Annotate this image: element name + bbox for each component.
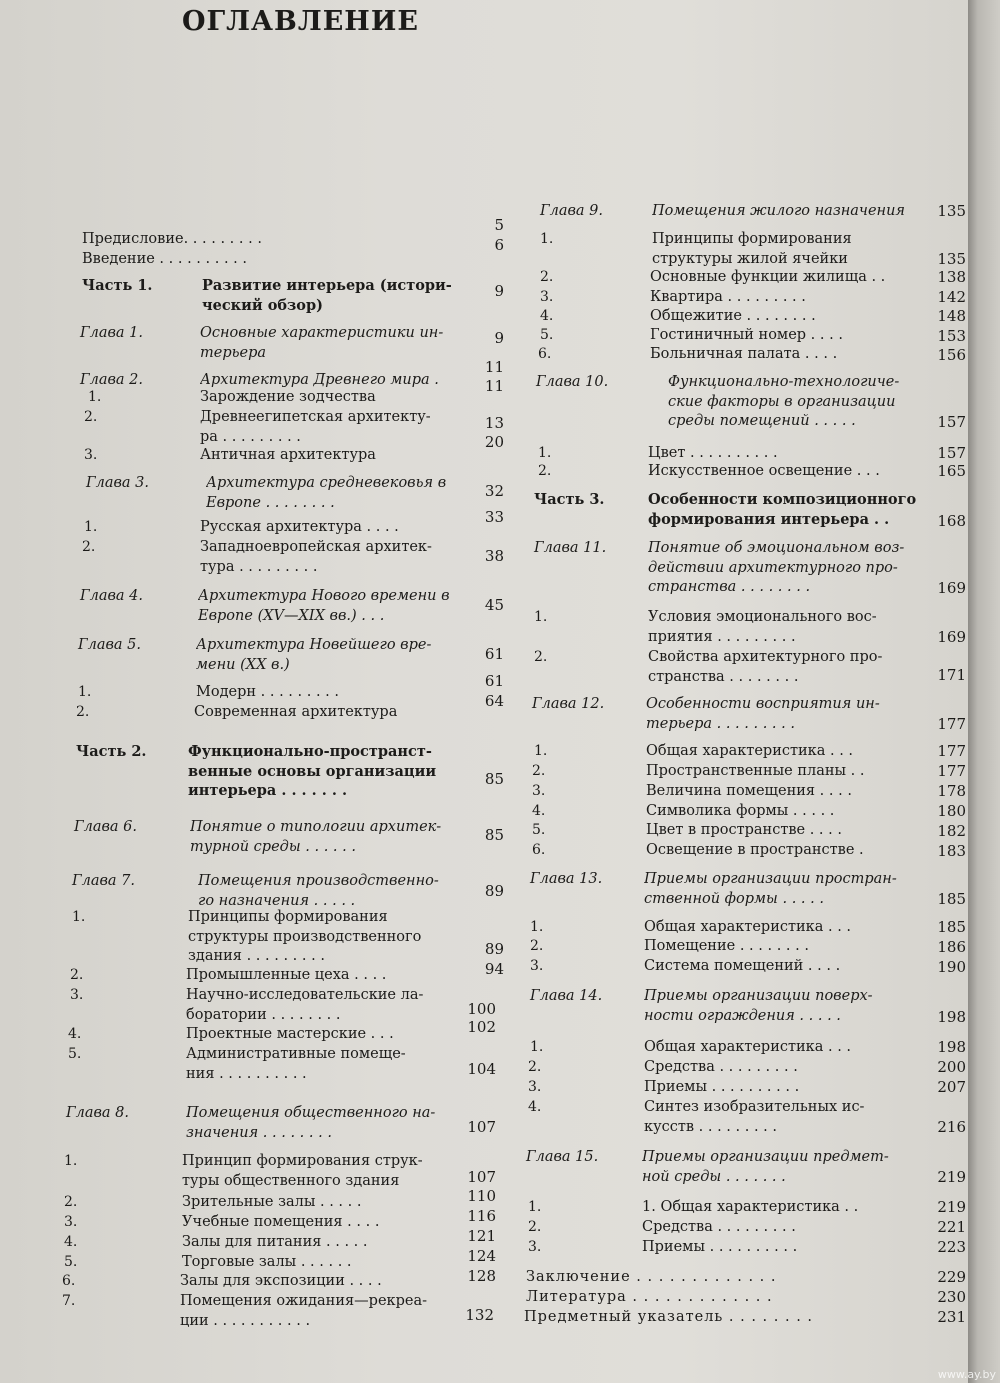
toc-entry-title: терьера <box>200 344 267 361</box>
toc-entry-page: 85 <box>484 770 504 788</box>
toc-entry-number: 5. <box>532 822 546 838</box>
toc-entry-title: Литература . . . . . . . . . . . . . <box>526 1289 773 1305</box>
toc-entry-title: Помещения жилого назначения <box>652 203 906 219</box>
toc-entry-number: 1. <box>540 231 554 247</box>
toc-entry-title: кусств . . . . . . . . . <box>644 1118 777 1135</box>
toc-entry-title: Больничная палата . . . . <box>650 346 838 362</box>
toc-entry-number: 6. <box>62 1273 76 1289</box>
toc-entry-title: Символика формы . . . . . <box>646 803 835 819</box>
toc-entry-page: 180 <box>937 802 966 820</box>
toc-entry-number: 2. <box>76 704 90 720</box>
toc-entry-title: Помещения производственно- <box>198 873 439 889</box>
toc-entry-number: 1. <box>528 1199 542 1215</box>
toc-entry-title: 1. Общая характеристика . . <box>642 1199 859 1215</box>
toc-entry-number: Часть 2. <box>76 743 147 760</box>
toc-entry-title: ции . . . . . . . . . . . <box>180 1312 311 1329</box>
toc-entry-number: 1. <box>534 743 548 759</box>
toc-entry-number: Глава 8. <box>66 1105 130 1121</box>
toc-entry-page: 177 <box>937 762 966 780</box>
toc-entry-page: 223 <box>937 1238 966 1256</box>
toc-entry-page: 102 <box>467 1018 496 1036</box>
toc-entry-number: 4. <box>528 1099 542 1115</box>
toc-entry-title: Помещения общественного на- <box>186 1105 436 1121</box>
toc-entry-page: 230 <box>937 1288 966 1306</box>
toc-entry-page: 85 <box>484 826 504 844</box>
toc-entry-title: Залы для экспозиции . . . . <box>180 1273 382 1289</box>
toc-entry-page: 229 <box>937 1268 966 1286</box>
toc-entry-title: структуры производственного <box>188 928 422 945</box>
toc-entry-page: 156 <box>937 346 966 364</box>
toc-entry-number: Глава 11. <box>534 540 607 556</box>
toc-entry-title: Средства . . . . . . . . . <box>642 1219 796 1235</box>
toc-entry-page: 121 <box>467 1227 496 1245</box>
toc-entry-page: 168 <box>937 512 966 530</box>
toc-entry-title: Приемы . . . . . . . . . . <box>644 1079 800 1095</box>
toc-entry-title: ра . . . . . . . . . <box>200 428 301 445</box>
toc-entry-number: 3. <box>540 289 554 305</box>
toc-entry-number: 1. <box>534 609 548 625</box>
toc-entry-title: ческий обзор) <box>202 296 323 314</box>
toc-entry-title: венные основы организации <box>188 762 437 780</box>
toc-entry-page: 100 <box>467 1000 496 1018</box>
toc-entry-page: 165 <box>937 462 966 480</box>
toc-entry-page: 11 <box>484 358 504 376</box>
toc-entry-number: 1. <box>530 919 544 935</box>
toc-entry-page: 110 <box>467 1187 496 1205</box>
toc-entry-title: Принципы формирования <box>188 909 388 925</box>
toc-entry-number: 1. <box>538 445 552 461</box>
toc-entry-page: 182 <box>937 822 966 840</box>
toc-entry-page: 107 <box>467 1118 496 1136</box>
toc-entry-page: 138 <box>937 268 966 286</box>
toc-entry-page: 198 <box>937 1038 966 1056</box>
toc-entry-title: Приемы организации предмет- <box>642 1149 889 1165</box>
toc-entry-page: 107 <box>467 1168 496 1186</box>
toc-entry-page: 157 <box>937 413 966 431</box>
toc-entry-title: Европе . . . . . . . . <box>206 494 335 511</box>
toc-entry-page: 200 <box>937 1058 966 1076</box>
toc-entry-number: 5. <box>540 327 554 343</box>
toc-entry-title: Система помещений . . . . <box>644 958 841 974</box>
toc-entry-title: туры общественного здания <box>182 1172 400 1189</box>
toc-entry-title: Величина помещения . . . . <box>646 783 852 799</box>
toc-entry-title: Освещение в пространстве . <box>646 842 864 858</box>
toc-entry-number: 6. <box>532 842 546 858</box>
toc-entry-number: Глава 13. <box>530 871 603 887</box>
toc-entry-title: Современная архитектура <box>194 704 398 720</box>
toc-entry-page: 6 <box>494 236 504 254</box>
toc-entry-page: 177 <box>937 715 966 733</box>
toc-entry-page: 185 <box>937 918 966 936</box>
toc-entry-number: Глава 12. <box>532 696 605 712</box>
toc-entry-title: Помещения ожидания—рекреа- <box>180 1293 427 1309</box>
toc-entry-title: Принцип формирования струк- <box>182 1153 423 1169</box>
toc-entry-title: Помещение . . . . . . . . <box>644 938 809 954</box>
toc-entry-title: Общая характеристика . . . <box>644 1039 852 1055</box>
toc-entry-number: 3. <box>84 447 98 463</box>
toc-entry-title: Учебные помещения . . . . <box>182 1214 380 1230</box>
toc-entry-number: 2. <box>538 463 552 479</box>
toc-entry-number: 1. <box>530 1039 544 1055</box>
toc-entry-title: Научно-исследовательские ла- <box>186 987 424 1003</box>
toc-entry-title: структуры жилой ячейки <box>652 250 848 267</box>
toc-entry-number: 2. <box>84 409 98 425</box>
toc-entry-number: 2. <box>540 269 554 285</box>
toc-entry-title: Европе (XV—XIX вв.) . . . <box>198 607 385 624</box>
toc-entry-title: Зрительные залы . . . . . <box>182 1194 362 1210</box>
toc-entry-number: Часть 3. <box>534 491 605 508</box>
toc-entry-page: 142 <box>937 288 966 306</box>
toc-entry-title: действии архитектурного про- <box>648 559 898 576</box>
toc-entry-page: 157 <box>937 444 966 462</box>
toc-entry-number: 5. <box>68 1046 82 1062</box>
toc-entry-number: 1. <box>64 1153 78 1169</box>
toc-entry-number: 3. <box>64 1214 78 1230</box>
toc-entry-number: 2. <box>64 1194 78 1210</box>
toc-entry-page: 219 <box>937 1168 966 1186</box>
toc-entry-page: 38 <box>484 547 504 565</box>
toc-entry-title: Древнеегипетская архитекту- <box>200 409 431 425</box>
toc-entry-title: Промышленные цеха . . . . <box>186 967 387 983</box>
toc-entry-number: 4. <box>532 803 546 819</box>
toc-entry-page: 116 <box>467 1207 496 1225</box>
toc-entry-title: Архитектура Нового времени в <box>198 588 450 604</box>
toc-entry-title: го назначения . . . . . <box>198 892 356 909</box>
toc-entry-page: 231 <box>937 1308 966 1326</box>
toc-entry-title: тура . . . . . . . . . <box>200 558 318 575</box>
toc-entry-number: 2. <box>528 1059 542 1075</box>
toc-entry-page: 13 <box>484 414 504 432</box>
toc-entry-page: 61 <box>484 672 504 690</box>
toc-entry-page: 33 <box>484 508 504 526</box>
toc-entry-page: 124 <box>467 1247 496 1265</box>
toc-entry-page: 132 <box>465 1306 494 1324</box>
toc-entry-page: 216 <box>937 1118 966 1136</box>
toc-entry-page: 104 <box>467 1060 496 1078</box>
toc-entry-number: 3. <box>528 1079 542 1095</box>
toc-entry-page: 89 <box>484 940 504 958</box>
toc-entry-title: Синтез изобразительных ис- <box>644 1099 865 1115</box>
toc-entry-title: мени (XX в.) <box>196 656 290 673</box>
toc-entry-page: 178 <box>937 782 966 800</box>
toc-entry-title: Приемы организации простран- <box>644 871 897 887</box>
toc-entry-title: Античная архитектура <box>200 447 376 463</box>
toc-entry-number: 1. <box>78 684 92 700</box>
toc-entry-title: Архитектура Новейшего вре- <box>196 637 432 653</box>
toc-entry-title: интерьера . . . . . . . <box>188 782 347 799</box>
toc-entry-title: Общая характеристика . . . <box>644 919 852 935</box>
toc-entry-title: Архитектура средневековья в <box>206 475 447 491</box>
toc-entry-title: Понятие об эмоциональном воз- <box>648 540 905 556</box>
toc-entry-page: 128 <box>467 1267 496 1285</box>
toc-entry-number: Глава 2. <box>80 372 144 388</box>
toc-entry-number: Глава 15. <box>526 1149 599 1165</box>
toc-entry-title: Условия эмоционального вос- <box>648 609 877 625</box>
toc-entry-title: среды помещений . . . . . <box>668 413 856 429</box>
toc-entry-page: 198 <box>937 1008 966 1026</box>
toc-entry-title: Общая характеристика . . . <box>646 743 854 759</box>
toc-entry-title: Квартира . . . . . . . . . <box>650 289 806 305</box>
toc-entry-number: 2. <box>70 967 84 983</box>
toc-entry-number: 2. <box>534 649 548 665</box>
toc-entry-number: 4. <box>68 1026 82 1042</box>
toc-entry-number: Глава 1. <box>80 325 144 341</box>
toc-entry-title: Особенности композиционного <box>648 491 917 508</box>
toc-entry-number: Глава 14. <box>530 988 603 1004</box>
toc-entry-number: 7. <box>62 1293 76 1309</box>
toc-entry-title: Русская архитектура . . . . <box>200 519 399 535</box>
toc-entry-title: Приемы организации поверх- <box>644 988 873 1004</box>
toc-entry-number: 2. <box>528 1219 542 1235</box>
toc-entry-page: 171 <box>937 666 966 684</box>
toc-entry-title: формирования интерьера . . <box>648 510 890 528</box>
toc-entry-number: 6. <box>538 346 552 362</box>
toc-entry-number: Глава 3. <box>86 475 150 491</box>
toc-entry-title: Функционально-пространст- <box>188 743 432 760</box>
toc-entry-title: ские факторы в организации <box>668 393 896 410</box>
toc-entry-page: 45 <box>484 596 504 614</box>
toc-entry-title: значения . . . . . . . . <box>186 1124 332 1141</box>
toc-entry-title: ния . . . . . . . . . . <box>186 1065 307 1082</box>
page-edge <box>968 0 1000 1383</box>
toc-entry-title: Административные помеще- <box>186 1046 406 1062</box>
toc-entry-page: 186 <box>937 938 966 956</box>
toc-entry-title: Архитектура Древнего мира . <box>200 372 439 388</box>
toc-entry-page: 221 <box>937 1218 966 1236</box>
toc-entry-page: 219 <box>937 1198 966 1216</box>
toc-entry-page: 135 <box>937 202 966 220</box>
toc-entry-title: Особенности восприятия ин- <box>646 696 880 712</box>
toc-entry-number: 2. <box>530 938 544 954</box>
toc-entry-page: 11 <box>484 377 504 395</box>
toc-entry-page: 169 <box>937 628 966 646</box>
toc-entry-title: Функционально-технологиче- <box>668 374 900 390</box>
toc-entry-number: Часть 1. <box>82 277 153 294</box>
toc-entry-number: 1. <box>88 389 102 405</box>
toc-entry-page: 183 <box>937 842 966 860</box>
toc-entry-number: Глава 7. <box>72 873 136 889</box>
toc-entry-number: 4. <box>64 1234 78 1250</box>
toc-entry-page: 9 <box>494 329 504 347</box>
toc-entry-title: Средства . . . . . . . . . <box>644 1059 798 1075</box>
toc-entry-title: Гостиничный номер . . . . <box>650 327 843 343</box>
toc-entry-title: Основные функции жилища . . <box>650 269 886 285</box>
toc-entry-number: 5. <box>64 1254 78 1270</box>
toc-entry-title: ной среды . . . . . . . <box>642 1168 786 1185</box>
toc-entry-number: Глава 5. <box>78 637 142 653</box>
toc-entry-title: Искусственное освещение . . . <box>648 463 880 479</box>
toc-entry-page: 148 <box>937 307 966 325</box>
toc-entry-number: Глава 10. <box>536 374 609 390</box>
toc-entry-title: Залы для питания . . . . . <box>182 1234 368 1250</box>
toc-entry-number: 3. <box>530 958 544 974</box>
toc-entry-title: ственной формы . . . . . <box>644 890 824 907</box>
toc-entry-title: турной среды . . . . . . <box>190 838 356 855</box>
toc-entry-page: 185 <box>937 890 966 908</box>
toc-entry-number: 1. <box>72 909 86 925</box>
toc-entry-page: 64 <box>484 692 504 710</box>
toc-entry-title: Понятие о типологии архитек- <box>190 819 442 835</box>
toc-entry-title: Развитие интерьера (истори- <box>202 277 452 294</box>
toc-entry-page: 89 <box>484 882 504 900</box>
toc-entry-page: 190 <box>937 958 966 976</box>
toc-entry-title: Общежитие . . . . . . . . <box>650 308 816 324</box>
toc-entry-page: 61 <box>484 645 504 663</box>
toc-entry-title: Предисловие. . . . . . . . . <box>82 231 262 247</box>
toc-entry-title: странства . . . . . . . . <box>648 579 811 595</box>
toc-entry-page: 177 <box>937 742 966 760</box>
watermark: www.ay.by <box>937 1368 996 1381</box>
toc-entry-title: приятия . . . . . . . . . <box>648 628 796 645</box>
toc-entry-title: Заключение . . . . . . . . . . . . . <box>526 1269 777 1285</box>
toc-entry-title: Торговые залы . . . . . . <box>182 1254 352 1270</box>
toc-entry-page: 5 <box>494 216 504 234</box>
toc-entry-title: Цвет в пространстве . . . . <box>646 822 842 838</box>
toc-entry-title: боратории . . . . . . . . <box>186 1006 341 1023</box>
toc-entry-page: 32 <box>484 482 504 500</box>
page-title: ОГЛАВЛЕНИЕ <box>182 6 419 37</box>
toc-entry-page: 94 <box>484 960 504 978</box>
toc-entry-number: 2. <box>82 539 96 555</box>
toc-entry-title: Западноевропейская архитек- <box>200 539 432 555</box>
toc-entry-title: здания . . . . . . . . . <box>188 948 325 964</box>
toc-entry-number: Глава 9. <box>540 203 604 219</box>
toc-entry-number: Глава 6. <box>74 819 138 835</box>
toc-entry-title: Принципы формирования <box>652 231 852 247</box>
toc-entry-number: 3. <box>70 987 84 1003</box>
toc-entry-number: 3. <box>532 783 546 799</box>
toc-entry-title: Цвет . . . . . . . . . . <box>648 445 778 461</box>
toc-entry-page: 9 <box>494 282 504 300</box>
toc-entry-page: 207 <box>937 1078 966 1096</box>
toc-entry-title: Зарождение зодчества <box>200 389 376 405</box>
toc-entry-title: Пространственные планы . . <box>646 763 865 779</box>
toc-entry-title: ности ограждения . . . . . <box>644 1007 841 1024</box>
toc-entry-number: 2. <box>532 763 546 779</box>
toc-entry-number: 3. <box>528 1239 542 1255</box>
toc-entry-title: Проектные мастерские . . . <box>186 1026 394 1042</box>
toc-entry-title: Введение . . . . . . . . . . <box>82 251 248 267</box>
toc-entry-page: 153 <box>937 327 966 345</box>
toc-entry-number: 4. <box>540 308 554 324</box>
toc-entry-title: Приемы . . . . . . . . . . <box>642 1239 798 1255</box>
toc-entry-title: Предметный указатель . . . . . . . . <box>524 1309 814 1325</box>
toc-entry-page: 169 <box>937 579 966 597</box>
toc-entry-title: Основные характеристики ин- <box>200 325 444 341</box>
toc-entry-title: Свойства архитектурного про- <box>648 649 883 665</box>
toc-entry-number: 1. <box>84 519 98 535</box>
toc-entry-number: Глава 4. <box>80 588 144 604</box>
toc-entry-page: 20 <box>484 433 504 451</box>
toc-entry-title: Модерн . . . . . . . . . <box>196 684 339 700</box>
toc-entry-page: 135 <box>937 250 966 268</box>
toc-entry-title: терьера . . . . . . . . . <box>646 715 795 732</box>
toc-entry-title: странства . . . . . . . . <box>648 668 799 685</box>
